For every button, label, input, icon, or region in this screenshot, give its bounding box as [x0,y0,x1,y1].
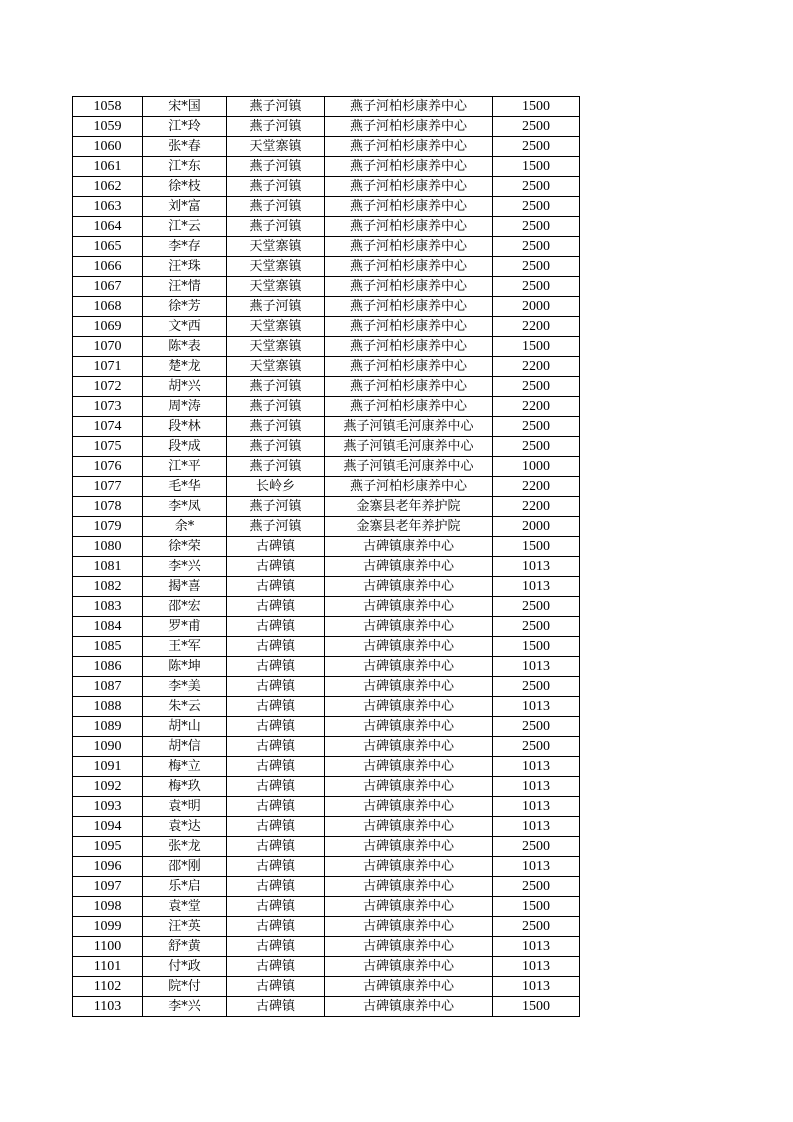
township-cell: 古碑镇 [227,837,325,857]
amount-cell: 1013 [493,957,580,977]
row-number-cell: 1099 [73,917,143,937]
name-cell: 文*西 [143,317,227,337]
township-cell: 古碑镇 [227,557,325,577]
township-cell: 古碑镇 [227,737,325,757]
amount-cell: 2500 [493,277,580,297]
amount-cell: 2500 [493,197,580,217]
table-row [73,757,580,777]
name-cell: 罗*甫 [143,617,227,637]
name-cell: 汪*珠 [143,257,227,277]
name-cell: 徐*枝 [143,177,227,197]
amount-cell: 2500 [493,217,580,237]
amount-cell: 2000 [493,517,580,537]
row-number-cell: 1094 [73,817,143,837]
row-number-cell: 1095 [73,837,143,857]
institution-cell: 古碑镇康养中心 [325,757,493,777]
table-row [73,657,580,677]
institution-cell: 古碑镇康养中心 [325,537,493,557]
township-cell: 燕子河镇 [227,97,325,117]
township-cell: 古碑镇 [227,877,325,897]
table-row [73,597,580,617]
township-cell: 天堂寨镇 [227,337,325,357]
township-cell: 长岭乡 [227,477,325,497]
table-row [73,617,580,637]
name-cell: 梅*立 [143,757,227,777]
name-cell: 舒*黄 [143,937,227,957]
table-row [73,977,580,997]
row-number-cell: 1066 [73,257,143,277]
institution-cell: 古碑镇康养中心 [325,597,493,617]
row-number-cell: 1076 [73,457,143,477]
township-cell: 燕子河镇 [227,437,325,457]
amount-cell: 2500 [493,877,580,897]
name-cell: 汪*英 [143,917,227,937]
row-number-cell: 1090 [73,737,143,757]
row-number-cell: 1092 [73,777,143,797]
township-cell: 天堂寨镇 [227,357,325,377]
township-cell: 古碑镇 [227,637,325,657]
institution-cell: 古碑镇康养中心 [325,997,493,1017]
amount-cell: 2500 [493,437,580,457]
institution-cell: 燕子河柏杉康养中心 [325,477,493,497]
township-cell: 古碑镇 [227,797,325,817]
township-cell: 古碑镇 [227,857,325,877]
institution-cell: 古碑镇康养中心 [325,637,493,657]
name-cell: 张*春 [143,137,227,157]
institution-cell: 燕子河柏杉康养中心 [325,137,493,157]
name-cell: 袁*达 [143,817,227,837]
amount-cell: 2200 [493,477,580,497]
institution-cell: 金寨县老年养护院 [325,517,493,537]
row-number-cell: 1069 [73,317,143,337]
name-cell: 李*凤 [143,497,227,517]
amount-cell: 1013 [493,777,580,797]
row-number-cell: 1102 [73,977,143,997]
institution-cell: 燕子河柏杉康养中心 [325,297,493,317]
amount-cell: 1013 [493,797,580,817]
name-cell: 袁*明 [143,797,227,817]
row-number-cell: 1103 [73,997,143,1017]
amount-cell: 2500 [493,597,580,617]
name-cell: 段*成 [143,437,227,457]
name-cell: 宋*国 [143,97,227,117]
township-cell: 古碑镇 [227,577,325,597]
name-cell: 胡*信 [143,737,227,757]
table-row [73,297,580,317]
row-number-cell: 1063 [73,197,143,217]
name-cell: 汪*情 [143,277,227,297]
township-cell: 古碑镇 [227,537,325,557]
institution-cell: 古碑镇康养中心 [325,937,493,957]
row-number-cell: 1071 [73,357,143,377]
amount-cell: 2200 [493,397,580,417]
amount-cell: 1500 [493,897,580,917]
amount-cell: 1500 [493,997,580,1017]
township-cell: 古碑镇 [227,697,325,717]
row-number-cell: 1065 [73,237,143,257]
table-row [73,717,580,737]
table-row [73,577,580,597]
township-cell: 天堂寨镇 [227,277,325,297]
institution-cell: 燕子河柏杉康养中心 [325,377,493,397]
row-number-cell: 1068 [73,297,143,317]
name-cell: 陈*坤 [143,657,227,677]
table-row [73,437,580,457]
table-row [73,497,580,517]
institution-cell: 古碑镇康养中心 [325,617,493,637]
name-cell: 邵*刚 [143,857,227,877]
row-number-cell: 1100 [73,937,143,957]
institution-cell: 燕子河柏杉康养中心 [325,357,493,377]
row-number-cell: 1097 [73,877,143,897]
township-cell: 古碑镇 [227,777,325,797]
institution-cell: 古碑镇康养中心 [325,837,493,857]
table-row [73,537,580,557]
institution-cell: 古碑镇康养中心 [325,777,493,797]
name-cell: 朱*云 [143,697,227,717]
name-cell: 乐*启 [143,877,227,897]
row-number-cell: 1080 [73,537,143,557]
table-row [73,197,580,217]
township-cell: 天堂寨镇 [227,237,325,257]
name-cell: 胡*山 [143,717,227,737]
name-cell: 徐*芳 [143,297,227,317]
name-cell: 李*兴 [143,557,227,577]
row-number-cell: 1082 [73,577,143,597]
table-row [73,317,580,337]
row-number-cell: 1079 [73,517,143,537]
row-number-cell: 1061 [73,157,143,177]
table-row [73,637,580,657]
table-row [73,897,580,917]
table-row [73,797,580,817]
name-cell: 院*付 [143,977,227,997]
institution-cell: 古碑镇康养中心 [325,857,493,877]
table-row [73,177,580,197]
name-cell: 江*东 [143,157,227,177]
township-cell: 燕子河镇 [227,297,325,317]
row-number-cell: 1075 [73,437,143,457]
name-cell: 江*平 [143,457,227,477]
row-number-cell: 1074 [73,417,143,437]
name-cell: 邵*宏 [143,597,227,617]
table-row [73,357,580,377]
name-cell: 李*兴 [143,997,227,1017]
amount-cell: 2200 [493,357,580,377]
township-cell: 燕子河镇 [227,157,325,177]
name-cell: 毛*华 [143,477,227,497]
amount-cell: 2500 [493,377,580,397]
amount-cell: 1013 [493,697,580,717]
roster-table-body [73,97,580,1017]
amount-cell: 2000 [493,297,580,317]
table-row [73,557,580,577]
township-cell: 燕子河镇 [227,117,325,137]
row-number-cell: 1087 [73,677,143,697]
institution-cell: 古碑镇康养中心 [325,697,493,717]
table-row [73,857,580,877]
amount-cell: 2200 [493,317,580,337]
township-cell: 燕子河镇 [227,457,325,477]
row-number-cell: 1096 [73,857,143,877]
institution-cell: 燕子河镇毛河康养中心 [325,457,493,477]
township-cell: 古碑镇 [227,717,325,737]
amount-cell: 2500 [493,117,580,137]
institution-cell: 古碑镇康养中心 [325,737,493,757]
institution-cell: 燕子河柏杉康养中心 [325,257,493,277]
amount-cell: 2500 [493,837,580,857]
name-cell: 李*存 [143,237,227,257]
row-number-cell: 1073 [73,397,143,417]
name-cell: 周*涛 [143,397,227,417]
name-cell: 张*龙 [143,837,227,857]
institution-cell: 古碑镇康养中心 [325,797,493,817]
row-number-cell: 1072 [73,377,143,397]
table-row [73,937,580,957]
name-cell: 楚*龙 [143,357,227,377]
amount-cell: 2500 [493,177,580,197]
table-row [73,397,580,417]
row-number-cell: 1089 [73,717,143,737]
roster-table [72,96,580,1017]
institution-cell: 古碑镇康养中心 [325,657,493,677]
institution-cell: 燕子河柏杉康养中心 [325,197,493,217]
amount-cell: 2200 [493,497,580,517]
institution-cell: 燕子河柏杉康养中心 [325,397,493,417]
name-cell: 江*云 [143,217,227,237]
table-row [73,997,580,1017]
table-row [73,417,580,437]
table-row [73,97,580,117]
institution-cell: 燕子河镇毛河康养中心 [325,417,493,437]
row-number-cell: 1086 [73,657,143,677]
table-row [73,277,580,297]
township-cell: 燕子河镇 [227,497,325,517]
row-number-cell: 1078 [73,497,143,517]
amount-cell: 1500 [493,157,580,177]
row-number-cell: 1101 [73,957,143,977]
name-cell: 揭*喜 [143,577,227,597]
township-cell: 古碑镇 [227,817,325,837]
name-cell: 江*玲 [143,117,227,137]
township-cell: 古碑镇 [227,937,325,957]
institution-cell: 燕子河柏杉康养中心 [325,117,493,137]
amount-cell: 1000 [493,457,580,477]
table-row [73,117,580,137]
table-row [73,157,580,177]
township-cell: 燕子河镇 [227,177,325,197]
amount-cell: 1013 [493,937,580,957]
township-cell: 古碑镇 [227,597,325,617]
name-cell: 梅*玖 [143,777,227,797]
name-cell: 付*政 [143,957,227,977]
amount-cell: 1500 [493,337,580,357]
institution-cell: 燕子河柏杉康养中心 [325,317,493,337]
table-row [73,257,580,277]
table-row [73,217,580,237]
township-cell: 古碑镇 [227,957,325,977]
table-row [73,237,580,257]
table-row [73,697,580,717]
institution-cell: 古碑镇康养中心 [325,677,493,697]
amount-cell: 2500 [493,417,580,437]
table-row [73,917,580,937]
name-cell: 陈*表 [143,337,227,357]
institution-cell: 燕子河柏杉康养中心 [325,97,493,117]
name-cell: 余* [143,517,227,537]
table-row [73,957,580,977]
row-number-cell: 1064 [73,217,143,237]
township-cell: 古碑镇 [227,757,325,777]
table-row [73,477,580,497]
institution-cell: 燕子河柏杉康养中心 [325,237,493,257]
row-number-cell: 1058 [73,97,143,117]
amount-cell: 1013 [493,977,580,997]
township-cell: 天堂寨镇 [227,317,325,337]
name-cell: 刘*富 [143,197,227,217]
table-row [73,137,580,157]
township-cell: 古碑镇 [227,657,325,677]
row-number-cell: 1088 [73,697,143,717]
institution-cell: 古碑镇康养中心 [325,897,493,917]
township-cell: 燕子河镇 [227,377,325,397]
township-cell: 燕子河镇 [227,517,325,537]
row-number-cell: 1067 [73,277,143,297]
institution-cell: 燕子河柏杉康养中心 [325,337,493,357]
row-number-cell: 1083 [73,597,143,617]
institution-cell: 燕子河柏杉康养中心 [325,277,493,297]
amount-cell: 2500 [493,717,580,737]
township-cell: 燕子河镇 [227,417,325,437]
institution-cell: 古碑镇康养中心 [325,717,493,737]
township-cell: 燕子河镇 [227,197,325,217]
table-row [73,457,580,477]
township-cell: 燕子河镇 [227,217,325,237]
township-cell: 天堂寨镇 [227,257,325,277]
amount-cell: 2500 [493,617,580,637]
amount-cell: 2500 [493,257,580,277]
row-number-cell: 1060 [73,137,143,157]
name-cell: 段*林 [143,417,227,437]
institution-cell: 古碑镇康养中心 [325,977,493,997]
table-row [73,777,580,797]
institution-cell: 燕子河柏杉康养中心 [325,157,493,177]
table-row [73,337,580,357]
table-row [73,817,580,837]
row-number-cell: 1070 [73,337,143,357]
amount-cell: 1500 [493,97,580,117]
row-number-cell: 1077 [73,477,143,497]
table-row [73,837,580,857]
township-cell: 古碑镇 [227,997,325,1017]
amount-cell: 2500 [493,677,580,697]
amount-cell: 1500 [493,637,580,657]
table-row [73,877,580,897]
amount-cell: 1013 [493,657,580,677]
row-number-cell: 1098 [73,897,143,917]
table-row [73,517,580,537]
name-cell: 王*军 [143,637,227,657]
institution-cell: 古碑镇康养中心 [325,917,493,937]
row-number-cell: 1059 [73,117,143,137]
institution-cell: 金寨县老年养护院 [325,497,493,517]
amount-cell: 1013 [493,817,580,837]
amount-cell: 2500 [493,237,580,257]
row-number-cell: 1084 [73,617,143,637]
institution-cell: 古碑镇康养中心 [325,557,493,577]
row-number-cell: 1093 [73,797,143,817]
amount-cell: 1013 [493,757,580,777]
amount-cell: 1013 [493,857,580,877]
row-number-cell: 1062 [73,177,143,197]
amount-cell: 2500 [493,137,580,157]
amount-cell: 2500 [493,917,580,937]
institution-cell: 燕子河柏杉康养中心 [325,177,493,197]
township-cell: 古碑镇 [227,677,325,697]
township-cell: 古碑镇 [227,897,325,917]
amount-cell: 1500 [493,537,580,557]
township-cell: 古碑镇 [227,917,325,937]
name-cell: 李*美 [143,677,227,697]
township-cell: 燕子河镇 [227,397,325,417]
name-cell: 胡*兴 [143,377,227,397]
amount-cell: 2500 [493,737,580,757]
institution-cell: 古碑镇康养中心 [325,957,493,977]
row-number-cell: 1085 [73,637,143,657]
table-row [73,677,580,697]
table-row [73,377,580,397]
amount-cell: 1013 [493,557,580,577]
institution-cell: 古碑镇康养中心 [325,877,493,897]
amount-cell: 1013 [493,577,580,597]
township-cell: 古碑镇 [227,617,325,637]
name-cell: 袁*堂 [143,897,227,917]
institution-cell: 古碑镇康养中心 [325,577,493,597]
township-cell: 天堂寨镇 [227,137,325,157]
township-cell: 古碑镇 [227,977,325,997]
table-row [73,737,580,757]
row-number-cell: 1081 [73,557,143,577]
institution-cell: 燕子河镇毛河康养中心 [325,437,493,457]
institution-cell: 燕子河柏杉康养中心 [325,217,493,237]
row-number-cell: 1091 [73,757,143,777]
name-cell: 徐*荣 [143,537,227,557]
institution-cell: 古碑镇康养中心 [325,817,493,837]
